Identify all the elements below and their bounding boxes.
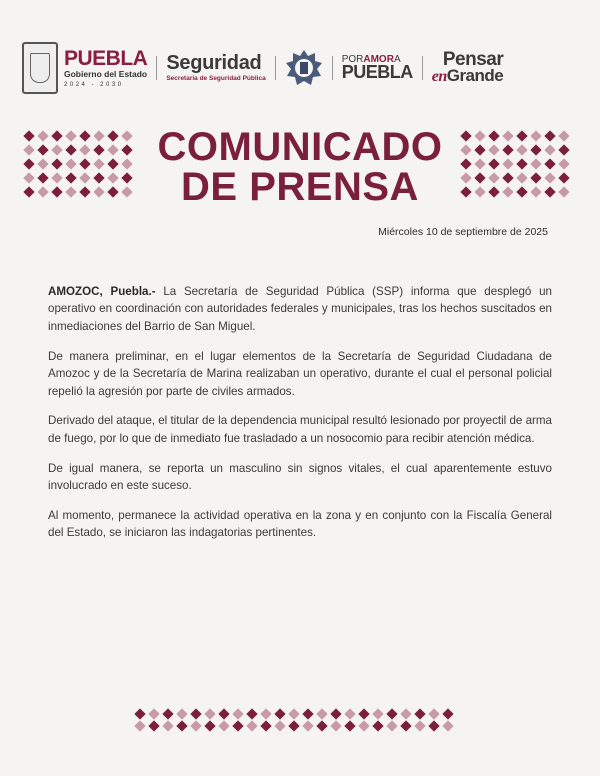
diamond-pattern	[232, 720, 243, 731]
diamond-pattern	[502, 158, 513, 169]
dateline: AMOZOC, Puebla.-	[48, 285, 156, 298]
diamond-pattern	[37, 130, 48, 141]
diamond-pattern	[93, 130, 104, 141]
paragraph-2: De manera preliminar, en el lugar elementos de la Secretaría de Seguridad Ciudadana de Amozoc y de la Secretaría de Marina realizaban un operativo, durante el cual el personal policial repelió la agresión por parte de civiles armados.	[48, 349, 552, 398]
puebla-wordmark: PUEBLA	[64, 47, 148, 71]
diamond-pattern	[372, 708, 383, 719]
diamond-pattern	[358, 720, 369, 731]
diamond-pattern	[414, 720, 425, 731]
diamond-pattern	[107, 186, 118, 197]
decorative-pattern-left	[25, 132, 137, 202]
diamond-pattern	[544, 130, 555, 141]
decorative-pattern-right	[462, 132, 574, 202]
diamond-pattern	[107, 172, 118, 183]
diamond-pattern	[37, 172, 48, 183]
diamond-pattern	[474, 158, 485, 169]
diamond-pattern	[330, 720, 341, 731]
diamond-pattern	[344, 708, 355, 719]
diamond-pattern	[51, 144, 62, 155]
diamond-pattern	[502, 186, 513, 197]
logo-divider	[275, 56, 276, 80]
diamond-pattern	[288, 708, 299, 719]
diamond-pattern	[474, 130, 485, 141]
seguridad-subtitle: Secretaría de Seguridad Pública	[166, 75, 266, 83]
diamond-pattern	[121, 130, 132, 141]
diamond-pattern	[162, 708, 173, 719]
diamond-pattern	[65, 172, 76, 183]
diamond-pattern	[148, 708, 159, 719]
diamond-pattern	[302, 708, 313, 719]
diamond-pattern	[372, 720, 383, 731]
diamond-pattern	[260, 708, 271, 719]
diamond-pattern	[558, 158, 569, 169]
amor-puebla-word: PUEBLA	[341, 62, 413, 83]
diamond-pattern	[460, 130, 471, 141]
diamond-pattern	[488, 186, 499, 197]
logo-divider	[156, 56, 157, 80]
puebla-years: 2024 - 2030	[64, 81, 124, 88]
diamond-pattern	[246, 708, 257, 719]
logo-divider	[422, 56, 423, 80]
puebla-subtitle: Gobierno del Estado	[64, 69, 148, 80]
header-logos	[22, 40, 578, 96]
diamond-pattern	[107, 130, 118, 141]
diamond-pattern	[516, 172, 527, 183]
paragraph-5: Al momento, permanece la actividad operativa en la zona y en conjunto con la Fiscalía General del Estado, se iniciaron las indagatorias pertinentes.	[48, 509, 552, 540]
diamond-pattern	[65, 130, 76, 141]
diamond-pattern	[93, 158, 104, 169]
diamond-pattern	[488, 172, 499, 183]
diamond-pattern	[558, 144, 569, 155]
diamond-pattern	[23, 172, 34, 183]
diamond-pattern	[414, 708, 425, 719]
press-date: Miércoles 10 de septiembre de 2025	[378, 226, 548, 238]
diamond-pattern	[218, 708, 229, 719]
diamond-pattern	[190, 720, 201, 731]
diamond-pattern	[516, 186, 527, 197]
diamond-pattern	[23, 130, 34, 141]
diamond-pattern	[474, 144, 485, 155]
diamond-pattern	[79, 186, 90, 197]
diamond-pattern	[558, 172, 569, 183]
pensar-en-grande-logo: Pensar enGrande	[431, 49, 504, 86]
diamond-pattern	[79, 172, 90, 183]
diamond-pattern	[502, 130, 513, 141]
diamond-pattern	[260, 720, 271, 731]
diamond-pattern	[460, 186, 471, 197]
diamond-pattern	[121, 144, 132, 155]
diamond-pattern	[460, 172, 471, 183]
diamond-pattern	[530, 158, 541, 169]
logo-divider	[332, 56, 333, 80]
diamond-pattern	[65, 186, 76, 197]
diamond-pattern	[148, 720, 159, 731]
diamond-pattern	[544, 144, 555, 155]
diamond-pattern	[162, 720, 173, 731]
diamond-pattern	[37, 144, 48, 155]
diamond-pattern	[400, 720, 411, 731]
diamond-pattern	[37, 186, 48, 197]
diamond-pattern	[530, 130, 541, 141]
diamond-pattern	[204, 720, 215, 731]
diamond-pattern	[190, 708, 201, 719]
diamond-pattern	[386, 708, 397, 719]
title-line-2: DE PRENSA	[181, 165, 419, 209]
diamond-pattern	[51, 130, 62, 141]
diamond-pattern	[428, 720, 439, 731]
diamond-pattern	[79, 130, 90, 141]
diamond-pattern	[516, 144, 527, 155]
diamond-pattern	[37, 158, 48, 169]
diamond-pattern	[544, 158, 555, 169]
diamond-pattern	[218, 720, 229, 731]
diamond-pattern	[274, 708, 285, 719]
paragraph-4: De igual manera, se reporta un masculino sin signos vitales, el cual aparentemente estuvo involucrado en este suceso.	[48, 461, 552, 493]
diamond-pattern	[316, 720, 327, 731]
diamond-pattern	[232, 708, 243, 719]
diamond-pattern	[93, 144, 104, 155]
diamond-pattern	[442, 708, 453, 719]
diamond-pattern	[107, 158, 118, 169]
diamond-pattern	[274, 720, 285, 731]
diamond-pattern	[474, 172, 485, 183]
diamond-pattern	[288, 720, 299, 731]
diamond-pattern	[246, 720, 257, 731]
diamond-pattern	[23, 144, 34, 155]
page-title	[150, 127, 450, 207]
diamond-pattern	[558, 130, 569, 141]
diamond-pattern	[204, 708, 215, 719]
diamond-pattern	[65, 144, 76, 155]
decorative-pattern-bottom	[136, 710, 458, 734]
diamond-pattern	[121, 172, 132, 183]
diamond-pattern	[428, 708, 439, 719]
diamond-pattern	[502, 172, 513, 183]
seguridad-logo	[166, 53, 265, 83]
diamond-pattern	[51, 186, 62, 197]
diamond-pattern	[516, 158, 527, 169]
diamond-pattern	[176, 720, 187, 731]
diamond-pattern	[316, 708, 327, 719]
diamond-pattern	[302, 720, 313, 731]
diamond-pattern	[530, 186, 541, 197]
diamond-pattern	[65, 158, 76, 169]
diamond-pattern	[176, 708, 187, 719]
diamond-pattern	[530, 172, 541, 183]
diamond-pattern	[442, 720, 453, 731]
diamond-pattern	[23, 186, 34, 197]
title-line-1: COMUNICADO	[157, 125, 443, 169]
diamond-pattern	[502, 144, 513, 155]
diamond-pattern	[121, 186, 132, 197]
diamond-pattern	[330, 708, 341, 719]
por-amor-a-puebla-logo: PORAMORA PUEBLA	[341, 53, 413, 83]
diamond-pattern	[93, 172, 104, 183]
diamond-pattern	[530, 144, 541, 155]
diamond-pattern	[558, 186, 569, 197]
diamond-pattern	[93, 186, 104, 197]
diamond-pattern	[488, 130, 499, 141]
police-badge-icon	[285, 49, 323, 87]
diamond-pattern	[386, 720, 397, 731]
diamond-pattern	[79, 144, 90, 155]
coat-of-arms-icon	[22, 42, 58, 94]
paragraph-3: Derivado del ataque, el titular de la dependencia municipal resultó lesionado por proyectil de arma de fuego, por lo que de inmediato fue trasladado a un nosocomio para recibir atención médica.	[48, 414, 552, 445]
diamond-pattern	[107, 144, 118, 155]
paragraph-1: AMOZOC, Puebla.- La Secretaría de Seguridad Pública (SSP) informa que desplegó un operativo en coordinación con autoridades federales y municipales, tras los hechos suscitados en inmediaciones del Barrio de San Miguel.	[48, 285, 552, 333]
diamond-pattern	[460, 144, 471, 155]
diamond-pattern	[23, 158, 34, 169]
diamond-pattern	[51, 158, 62, 169]
diamond-pattern	[460, 158, 471, 169]
press-body	[48, 283, 552, 554]
diamond-pattern	[544, 186, 555, 197]
diamond-pattern	[79, 158, 90, 169]
diamond-pattern	[121, 158, 132, 169]
diamond-pattern	[358, 708, 369, 719]
diamond-pattern	[134, 720, 145, 731]
diamond-pattern	[51, 172, 62, 183]
diamond-pattern	[516, 130, 527, 141]
diamond-pattern	[474, 186, 485, 197]
diamond-pattern	[134, 708, 145, 719]
diamond-pattern	[488, 158, 499, 169]
seguridad-wordmark: Seguridad	[166, 52, 262, 75]
diamond-pattern	[400, 708, 411, 719]
diamond-pattern	[344, 720, 355, 731]
puebla-logo	[64, 48, 147, 88]
diamond-pattern	[544, 172, 555, 183]
diamond-pattern	[488, 144, 499, 155]
